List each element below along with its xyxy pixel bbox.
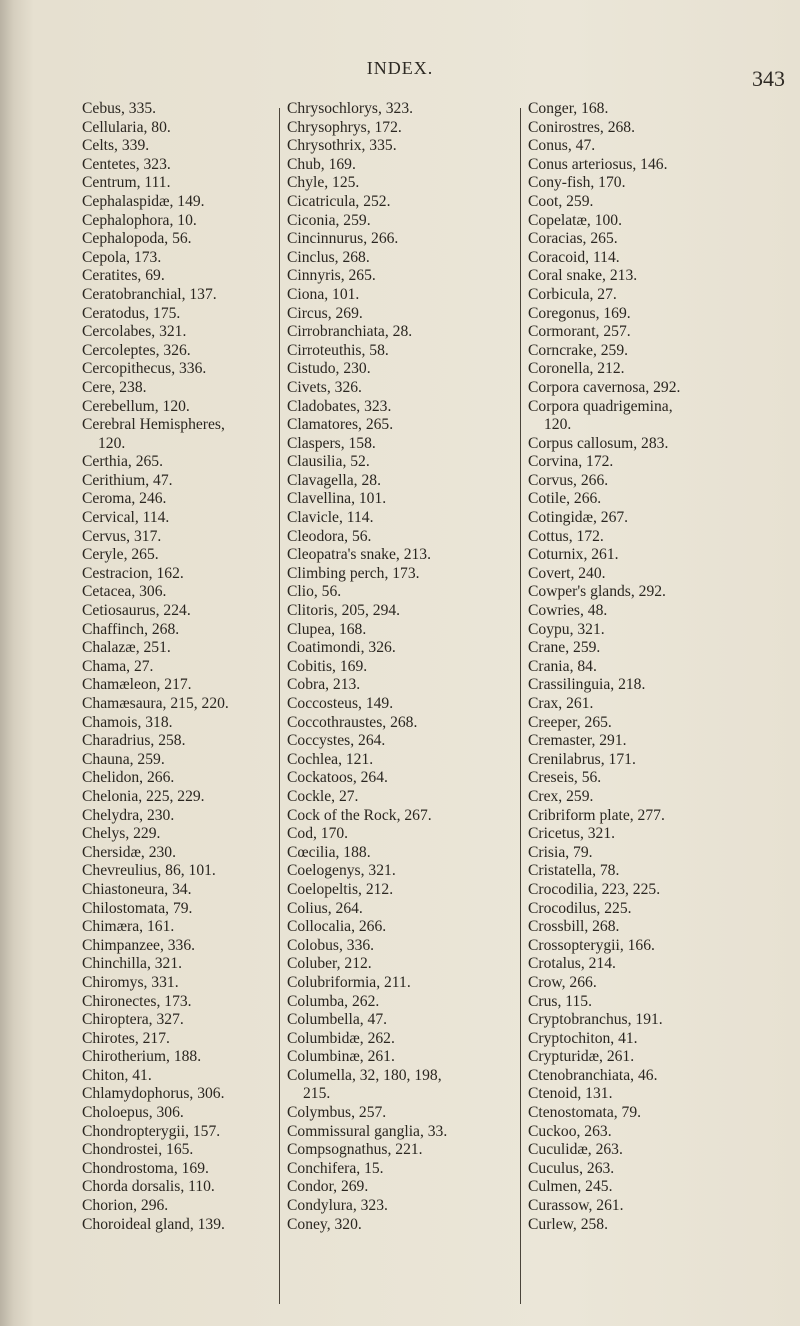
index-entry: Clavellina, 101. (287, 490, 387, 508)
index-entry: Cephalopoda, 56. (82, 230, 192, 248)
index-entry: Coronella, 212. (528, 360, 625, 378)
index-entry: Claspers, 158. (287, 434, 376, 452)
index-entry: Cristatella, 78. (528, 862, 620, 880)
index-entry: Chirotes, 217. (82, 1029, 170, 1047)
index-entry: Cockle, 27. (287, 787, 359, 805)
index-entry: Crotalus, 214. (528, 955, 616, 973)
index-entry: Circus, 269. (287, 304, 363, 322)
index-entry: Clavagella, 28. (287, 471, 381, 489)
index-entry: Chyle, 125. (287, 174, 360, 192)
index-entry: Chironectes, 173. (82, 992, 192, 1010)
index-entry: Clio, 56. (287, 583, 342, 601)
index-entry: Crania, 84. (528, 657, 597, 675)
index-entry: Coracias, 265. (528, 230, 618, 248)
index-entry: Cobra, 213. (287, 676, 361, 694)
index-entry: Creeper, 265. (528, 713, 612, 731)
index-entry: Crossopterygii, 166. (528, 936, 655, 954)
index-entry: Cuculidæ, 263. (528, 1141, 623, 1159)
column-rule (520, 108, 521, 1304)
index-entry: Coccothraustes, 268. (287, 713, 418, 731)
index-column-2 (287, 100, 519, 1234)
index-entry: Ceroma, 246. (82, 490, 167, 508)
index-entry: Coracoid, 114. (528, 248, 620, 266)
index-entry: Colubriformia, 211. (287, 973, 411, 991)
index-entry: Cerithium, 47. (82, 471, 173, 489)
index-entry: Cercolabes, 321. (82, 323, 187, 341)
index-entry: Compsognathus, 221. (287, 1141, 423, 1159)
index-entry: Crypturidæ, 261. (528, 1048, 635, 1066)
index-entry: Cremaster, 291. (528, 732, 627, 750)
index-entry: Chorda dorsalis, 110. (82, 1178, 215, 1196)
index-entry: Ceryle, 265. (82, 546, 159, 564)
index-entry: Climbing perch, 173. (287, 564, 420, 582)
index-entry: Cere, 238. (82, 378, 147, 396)
index-entry: Chilostomata, 79. (82, 899, 193, 917)
index-entry: Ceratobranchial, 137. (82, 285, 217, 303)
index-entry: Cercoleptes, 326. (82, 341, 191, 359)
index-entry: Corvina, 172. (528, 453, 614, 471)
index-entry: Columba, 262. (287, 992, 380, 1010)
index-entry: Ctenostomata, 79. (528, 1104, 642, 1122)
index-entry: Cony-fish, 170. (528, 174, 626, 192)
index-entry: Cepola, 173. (82, 248, 162, 266)
index-entry: Commissural ganglia, 33. (287, 1122, 448, 1140)
index-entry: Cryptochiton, 41. (528, 1029, 638, 1047)
index-entry: Colymbus, 257. (287, 1104, 387, 1122)
index-entry: Centetes, 323. (82, 155, 171, 173)
index-entry: Chiromys, 331. (82, 973, 179, 991)
index-entry: Cochlea, 121. (287, 750, 374, 768)
index-entry: Cladobates, 323. (287, 397, 392, 415)
index-entry: Cottus, 172. (528, 527, 604, 545)
index-entry: Cockatoos, 264. (287, 769, 388, 787)
index-entry: Chrysochlorys, 323. (287, 100, 414, 117)
index-entry: Chama, 27. (82, 657, 154, 675)
index-entry: Cleodora, 56. (287, 527, 372, 545)
index-entry: Curlew, 258. (528, 1215, 608, 1233)
index-entry: Cirrobranchiata, 28. (287, 323, 413, 341)
index-entry: Cerebral Hemispheres, (82, 416, 225, 434)
index-entry: Cercopithecus, 336. (82, 360, 207, 378)
index-entry: Coney, 320. (287, 1215, 362, 1233)
index-entry: Chub, 169. (287, 155, 356, 173)
index-entry: Chimpanzee, 336. (82, 936, 196, 954)
index-entry: Coregonus, 169. (528, 304, 631, 322)
index-entry: Chondrostei, 165. (82, 1141, 194, 1159)
index-entry: Chelonia, 225, 229. (82, 787, 205, 805)
index-entry: Crossbill, 268. (528, 918, 620, 936)
index-entry: Coatimondi, 326. (287, 639, 396, 657)
index-entry: Cleopatra's snake, 213. (287, 546, 431, 564)
index-entry: Crocodilus, 225. (528, 899, 632, 917)
index-entry: Choroideal gland, 139. (82, 1215, 225, 1233)
index-entry: Corncrake, 259. (528, 341, 629, 359)
index-entry: Crus, 115. (528, 992, 592, 1010)
index-column-1 (82, 100, 282, 1234)
index-entry: Clausilia, 52. (287, 453, 370, 471)
index-entry: Corpora quadrigemina, (528, 397, 673, 415)
index-entry: Cobitis, 169. (287, 657, 368, 675)
index-entry: Chinchilla, 321. (82, 955, 183, 973)
index-entry: Crane, 259. (528, 639, 601, 657)
index-entry: Chevreulius, 86, 101. (82, 862, 216, 880)
index-entry: Crex, 259. (528, 787, 594, 805)
index-entry: Copelatæ, 100. (528, 211, 622, 229)
index-entry: Cormorant, 257. (528, 323, 631, 341)
index-entry: 120. (98, 434, 126, 452)
index-entry: Corpora cavernosa, 292. (528, 378, 681, 396)
index-entry: Clitoris, 205, 294. (287, 602, 401, 620)
index-entry: Chamæsaura, 215, 220. (82, 695, 229, 712)
index-entry: Columbinæ, 261. (287, 1048, 395, 1066)
index-entry: Coccosteus, 149. (287, 695, 394, 712)
index-entry: Cribriform plate, 277. (528, 806, 665, 824)
index-entry: Cowries, 48. (528, 602, 608, 620)
index-entry: Certhia, 265. (82, 453, 163, 471)
index-entry: Clavicle, 114. (287, 509, 374, 527)
index-entry: Crow, 266. (528, 973, 597, 991)
index-entry: Chelidon, 266. (82, 769, 175, 787)
index-entry: Crocodilia, 223, 225. (528, 880, 661, 898)
index-entry: Chalazæ, 251. (82, 639, 171, 657)
index-entry: Coral snake, 213. (528, 267, 638, 285)
index-entry: Clupea, 168. (287, 620, 367, 638)
index-entry: Cock of the Rock, 267. (287, 806, 432, 824)
index-entry: Chelys, 229. (82, 825, 161, 843)
index-entry: Cœcilia, 188. (287, 843, 371, 861)
index-entry: Cetiosaurus, 224. (82, 602, 191, 620)
index-entry: Columella, 32, 180, 198, (287, 1066, 442, 1084)
index-entry: Conus arteriosus, 146. (528, 155, 668, 173)
index-entry: Cuculus, 263. (528, 1159, 615, 1177)
index-entry: Culmen, 245. (528, 1178, 613, 1196)
index-entry: Chaffinch, 268. (82, 620, 180, 638)
index-entry: Ceratites, 69. (82, 267, 165, 285)
index-column-3 (528, 100, 783, 1234)
index-entry: Chiroptera, 327. (82, 1011, 184, 1029)
index-entry: Cowper's glands, 292. (528, 583, 666, 601)
index-entry: Chersidæ, 230. (82, 843, 176, 861)
index-entry: Cincinnurus, 266. (287, 230, 399, 248)
index-entry: Chiastoneura, 34. (82, 880, 192, 898)
index-entry: Cervical, 114. (82, 509, 170, 527)
index-entry: Charadrius, 258. (82, 732, 186, 750)
index-entry: Conirostres, 268. (528, 118, 635, 136)
index-entry: Coelogenys, 321. (287, 862, 396, 880)
index-entry: Coypu, 321. (528, 620, 605, 638)
index-entry: Crisia, 79. (528, 843, 593, 861)
index-entry: Coturnix, 261. (528, 546, 619, 564)
index-entry: 120. (544, 416, 572, 434)
index-entry: Chondropterygii, 157. (82, 1122, 221, 1140)
running-header: INDEX. (366, 58, 434, 78)
index-entry: Ciconia, 259. (287, 211, 371, 229)
index-entry: Condor, 269. (287, 1178, 369, 1196)
index-entry: 215. (303, 1085, 331, 1103)
index-entry: Chimæra, 161. (82, 918, 175, 936)
page-number: 343 (752, 66, 785, 91)
index-entry: Celts, 339. (82, 137, 150, 155)
index-entry: Colius, 264. (287, 899, 363, 917)
index-entry: Cephalaspidæ, 149. (82, 192, 205, 210)
index-entry: Colobus, 336. (287, 936, 375, 954)
index-entry: Corbicula, 27. (528, 285, 617, 303)
index-entry: Cetacea, 306. (82, 583, 167, 601)
index-entry: Curassow, 261. (528, 1197, 624, 1215)
index-entry: Ctenoid, 131. (528, 1085, 613, 1103)
index-entry: Cistudo, 230. (287, 360, 371, 378)
index-entry: Conchifera, 15. (287, 1159, 384, 1177)
index-entry: Ceratodus, 175. (82, 304, 181, 322)
index-entry: Civets, 326. (287, 378, 362, 396)
index-entry: Cuckoo, 263. (528, 1122, 612, 1140)
index-entry: Cephalophora, 10. (82, 211, 197, 229)
index-entry: Choloepus, 306. (82, 1104, 184, 1122)
index-entry: Crassilinguia, 218. (528, 676, 646, 694)
index-entry: Corpus callosum, 283. (528, 434, 669, 452)
index-entry: Cinnyris, 265. (287, 267, 376, 285)
index-entry: Chelydra, 230. (82, 806, 175, 824)
index-entry: Conus, 47. (528, 137, 596, 155)
index-entry: Collocalia, 266. (287, 918, 387, 936)
index-entry: Cellularia, 80. (82, 118, 171, 136)
index-entry: Chirotherium, 188. (82, 1048, 202, 1066)
index-entry: Chrysothrix, 335. (287, 137, 397, 155)
index-entry: Cerebellum, 120. (82, 397, 190, 415)
index-entry: Centrum, 111. (82, 174, 171, 192)
index-entry: Crenilabrus, 171. (528, 750, 636, 768)
index-entry: Conger, 168. (528, 100, 609, 117)
index-entry: Cirroteuthis, 58. (287, 341, 389, 359)
index-entry: Cicatricula, 252. (287, 192, 391, 210)
index-entry: Chamæleon, 217. (82, 676, 192, 694)
index-entry: Chauna, 259. (82, 750, 165, 768)
index-entry: Chamois, 318. (82, 713, 173, 731)
index-entry: Covert, 240. (528, 564, 606, 582)
index-entry: Cebus, 335. (82, 100, 157, 117)
index-entry: Crax, 261. (528, 695, 594, 712)
index-entry: Condylura, 323. (287, 1197, 388, 1215)
index-entry: Clamatores, 265. (287, 416, 394, 434)
index-entry: Cotingidæ, 267. (528, 509, 629, 527)
index-entry: Cervus, 317. (82, 527, 162, 545)
index-entry: Chiton, 41. (82, 1066, 152, 1084)
index-entry: Cod, 170. (287, 825, 349, 843)
index-entry: Coccystes, 264. (287, 732, 386, 750)
index-entry: Chondrostoma, 169. (82, 1159, 209, 1177)
index-entry: Chrysophrys, 172. (287, 118, 402, 136)
index-entry: Cryptobranchus, 191. (528, 1011, 663, 1029)
index-entry: Corvus, 266. (528, 471, 609, 489)
index-entry: Cricetus, 321. (528, 825, 616, 843)
index-entry: Coluber, 212. (287, 955, 372, 973)
index-entry: Coelopeltis, 212. (287, 880, 394, 898)
index-entry: Columbidæ, 262. (287, 1029, 395, 1047)
index-entry: Cestracion, 162. (82, 564, 184, 582)
index-entry: Creseis, 56. (528, 769, 602, 787)
index-entry: Cotile, 266. (528, 490, 602, 508)
index-entry: Chlamydophorus, 306. (82, 1085, 225, 1103)
index-entry: Columbella, 47. (287, 1011, 388, 1029)
index-entry: Chorion, 296. (82, 1197, 169, 1215)
index-entry: Cinclus, 268. (287, 248, 370, 266)
index-entry: Ciona, 101. (287, 285, 360, 303)
index-entry: Coot, 259. (528, 192, 594, 210)
index-entry: Ctenobranchiata, 46. (528, 1066, 658, 1084)
